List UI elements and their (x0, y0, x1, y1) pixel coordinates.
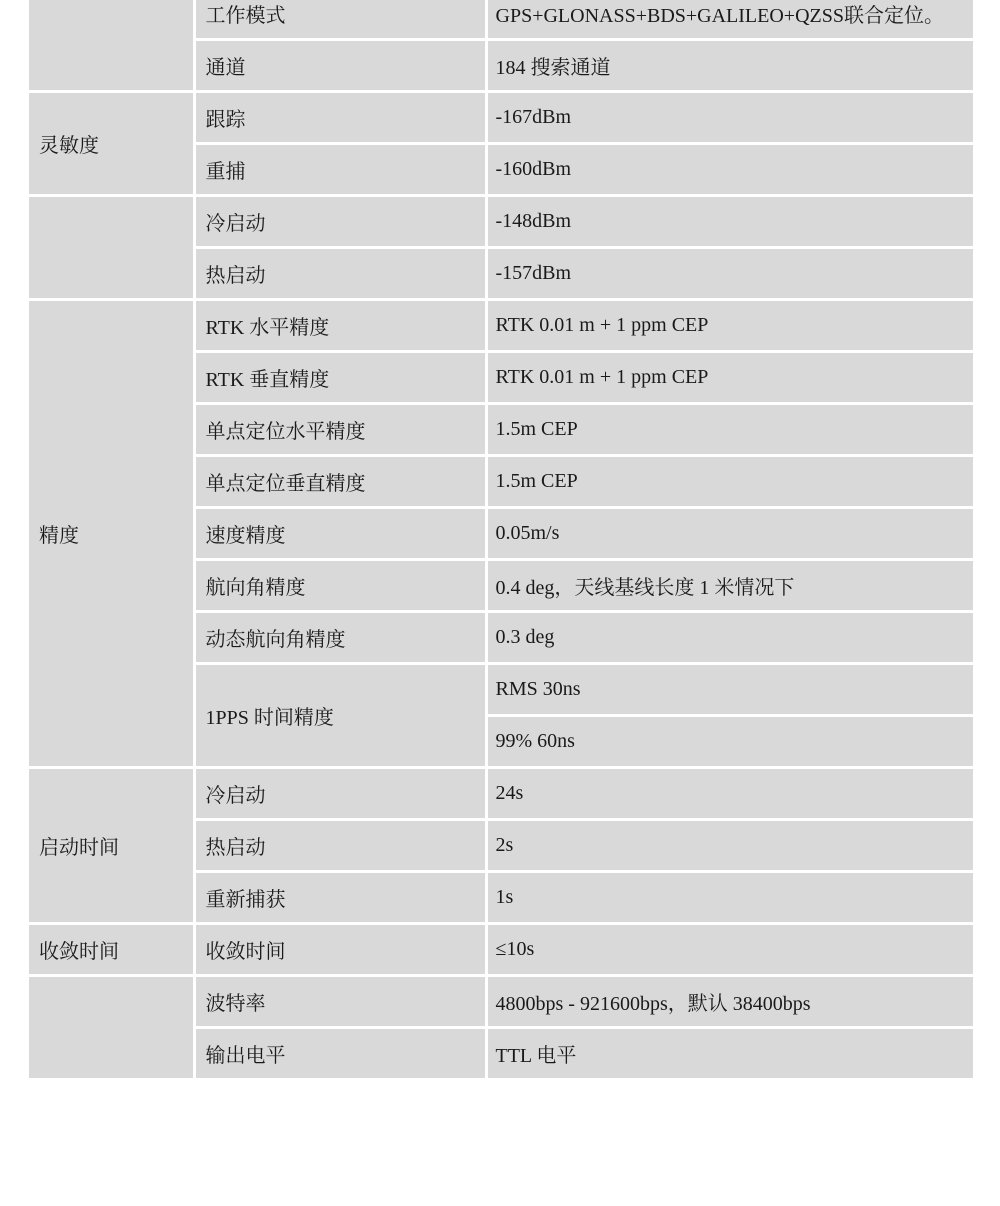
param-value: ≤10s (486, 924, 973, 976)
group-cell-empty (29, 0, 194, 92)
param-name: 冷启动 (194, 768, 486, 820)
table-row (29, 0, 973, 40)
param-value: 99% 60ns (486, 716, 973, 768)
param-name: RTK 垂直精度 (194, 352, 486, 404)
param-name: 波特率 (194, 976, 486, 1028)
group-label-accuracy: 精度 (29, 300, 194, 768)
param-value: RTK 0.01 m + 1 ppm CEP (486, 300, 973, 352)
param-name: 航向角精度 (194, 560, 486, 612)
param-value: 24s (486, 768, 973, 820)
group-label-startup-time: 启动时间 (29, 768, 194, 924)
param-value: GPS+GLONASS+BDS+GALILEO+QZSS联合定位。 (486, 0, 973, 40)
group-label-convergence-time: 收敛时间 (29, 924, 194, 976)
group-label-sensitivity: 灵敏度 (29, 92, 194, 196)
param-value: 184 搜索通道 (486, 40, 973, 92)
param-name: 工作模式 (194, 0, 486, 40)
param-name: 单点定位垂直精度 (194, 456, 486, 508)
table-row (29, 196, 973, 248)
param-value: 0.3 deg (486, 612, 973, 664)
param-name: 重新捕获 (194, 872, 486, 924)
param-name: 1PPS 时间精度 (194, 664, 486, 768)
param-value: 0.05m/s (486, 508, 973, 560)
param-name: 速度精度 (194, 508, 486, 560)
param-value: RTK 0.01 m + 1 ppm CEP (486, 352, 973, 404)
param-name: 热启动 (194, 820, 486, 872)
table-row (29, 92, 973, 144)
param-name: 冷启动 (194, 196, 486, 248)
param-value: -160dBm (486, 144, 973, 196)
param-value: -157dBm (486, 248, 973, 300)
param-name: 动态航向角精度 (194, 612, 486, 664)
param-value: TTL 电平 (486, 1028, 973, 1080)
param-name: 通道 (194, 40, 486, 92)
param-value: 1.5m CEP (486, 456, 973, 508)
spec-table (29, 0, 973, 1081)
param-name: 收敛时间 (194, 924, 486, 976)
param-value: RMS 30ns (486, 664, 973, 716)
param-name: 重捕 (194, 144, 486, 196)
table-row (29, 300, 973, 352)
param-value: -148dBm (486, 196, 973, 248)
table-row (29, 976, 973, 1028)
param-value: 4800bps - 921600bps，默认 38400bps (486, 976, 973, 1028)
param-name: 跟踪 (194, 92, 486, 144)
param-name: 输出电平 (194, 1028, 486, 1080)
group-cell-empty (29, 976, 194, 1080)
group-cell-empty (29, 196, 194, 300)
table-row (29, 768, 973, 820)
param-name: 单点定位水平精度 (194, 404, 486, 456)
param-value: -167dBm (486, 92, 973, 144)
param-value: 1.5m CEP (486, 404, 973, 456)
table-row (29, 924, 973, 976)
param-name: RTK 水平精度 (194, 300, 486, 352)
param-value: 1s (486, 872, 973, 924)
param-name: 热启动 (194, 248, 486, 300)
param-value: 2s (486, 820, 973, 872)
param-value: 0.4 deg，天线基线长度 1 米情况下 (486, 560, 973, 612)
